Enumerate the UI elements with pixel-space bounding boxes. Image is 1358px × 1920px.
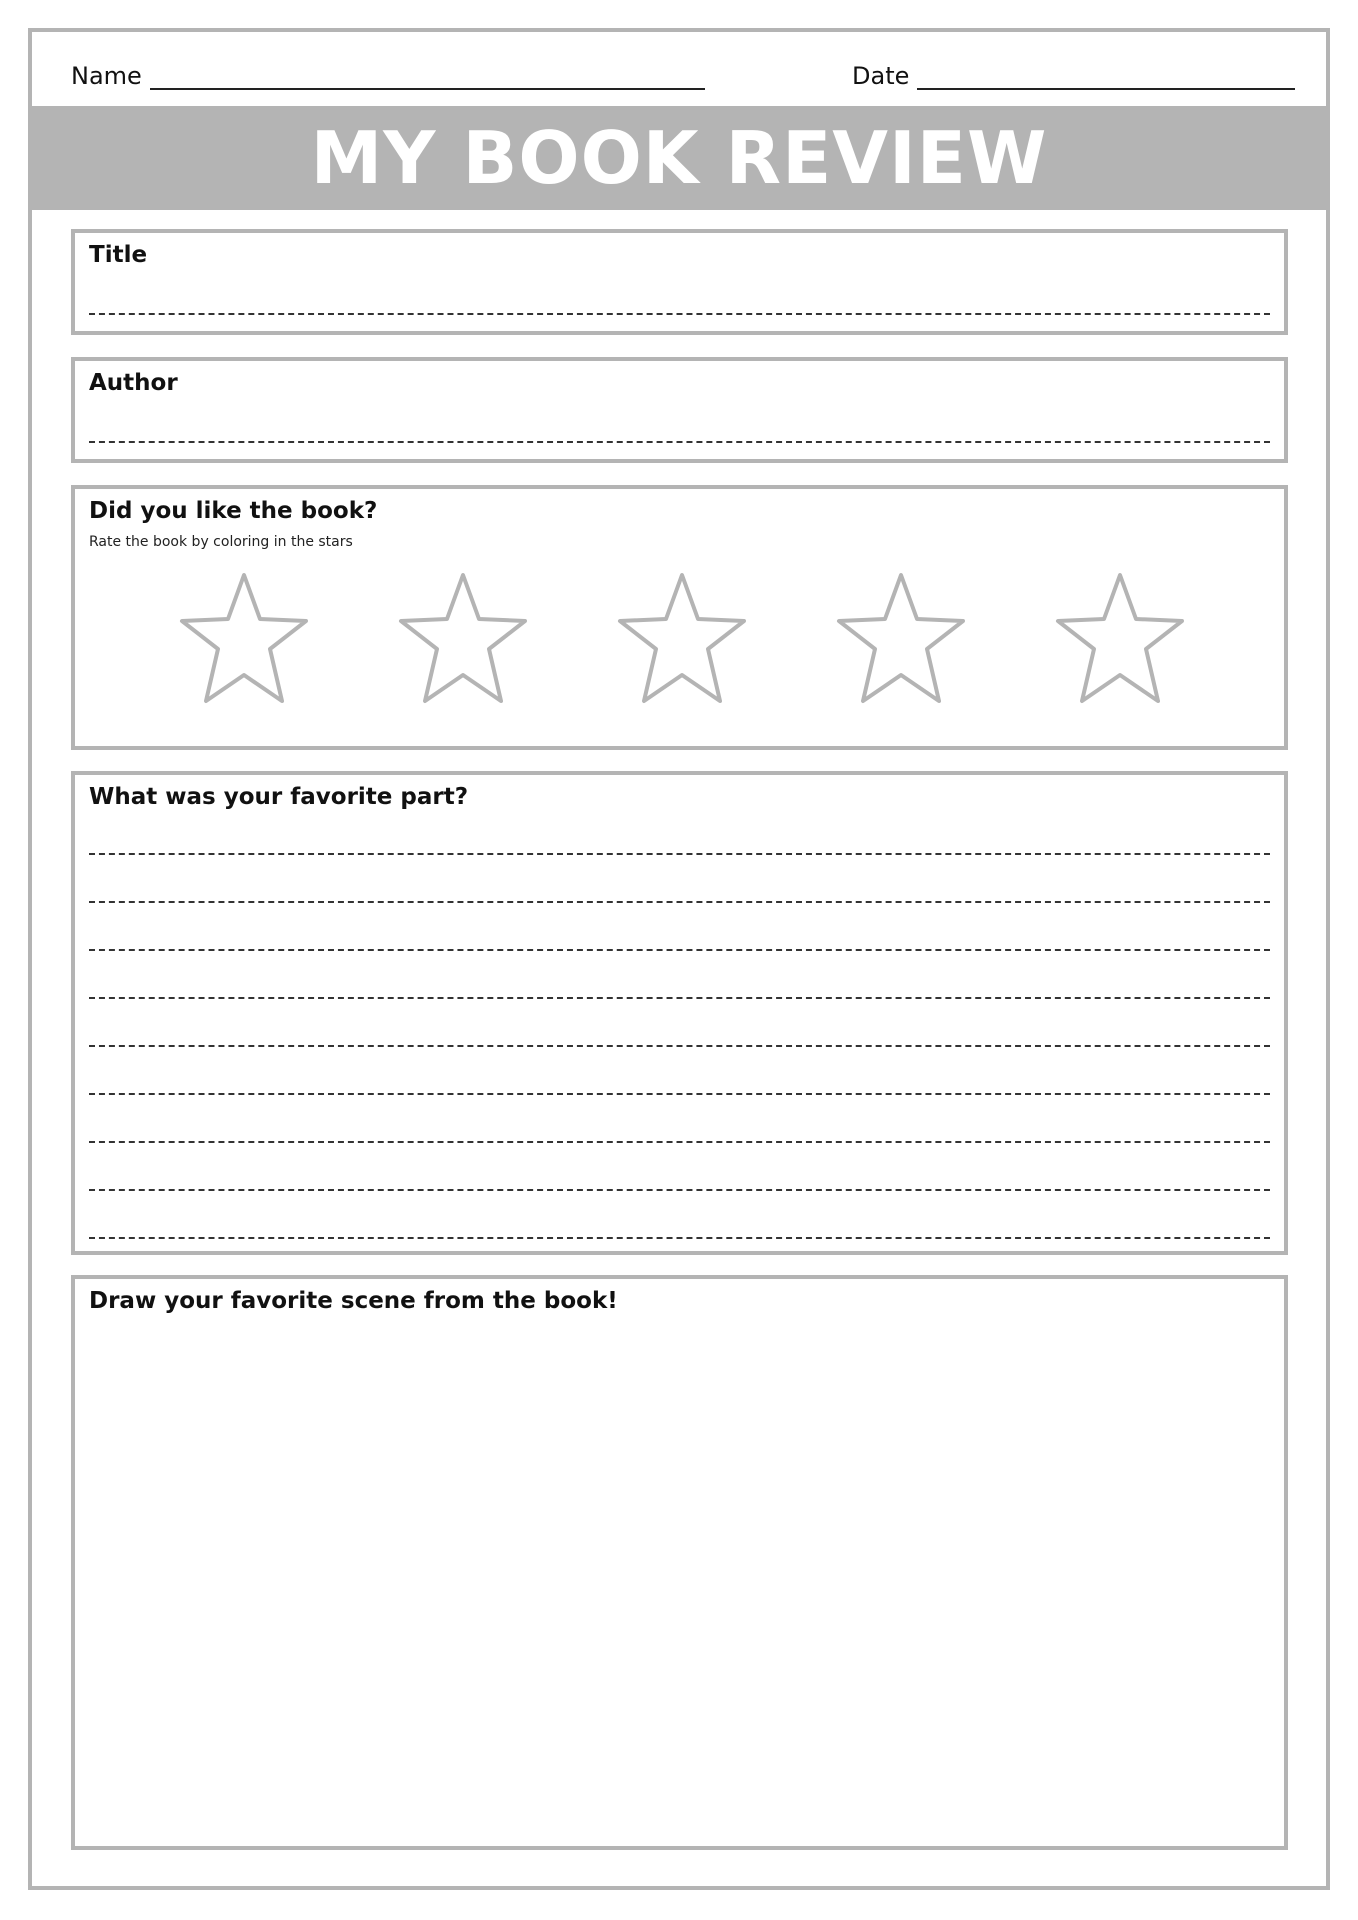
rating-section [71,485,1288,750]
date-label: Date [852,62,910,90]
drawing-section[interactable] [71,1275,1288,1850]
star-rating [75,569,1284,719]
star-icon[interactable] [389,569,537,709]
star-icon[interactable] [608,569,756,709]
favorite-write-line[interactable] [89,1189,1270,1191]
favorite-part-label: What was your favorite part? [89,784,469,810]
title-section [71,229,1288,335]
author-section-label: Author [89,370,178,396]
rating-instruction: Rate the book by coloring in the stars [89,534,353,550]
name-label: Name [71,62,142,90]
page-title: MY BOOK REVIEW [310,116,1048,200]
favorite-part-section [71,771,1288,1255]
name-write-line[interactable] [150,64,705,90]
favorite-write-line[interactable] [89,949,1270,951]
favorite-write-line[interactable] [89,997,1270,999]
rating-section-label: Did you like the book? [89,498,378,524]
favorite-write-line[interactable] [89,853,1270,855]
favorite-write-line[interactable] [89,1237,1270,1239]
name-field[interactable] [71,62,705,90]
date-write-line[interactable] [917,64,1295,90]
favorite-write-line[interactable] [89,1093,1270,1095]
star-icon[interactable] [827,569,975,709]
date-field[interactable] [852,62,1295,90]
star-icon[interactable] [1046,569,1194,709]
author-write-line[interactable] [89,441,1270,443]
favorite-write-line[interactable] [89,901,1270,903]
drawing-section-label: Draw your favorite scene from the book! [89,1288,618,1314]
favorite-write-line[interactable] [89,1141,1270,1143]
star-icon[interactable] [170,569,318,709]
title-write-line[interactable] [89,313,1270,315]
favorite-write-line[interactable] [89,1045,1270,1047]
title-section-label: Title [89,242,148,268]
author-section [71,357,1288,463]
title-banner [32,106,1326,210]
